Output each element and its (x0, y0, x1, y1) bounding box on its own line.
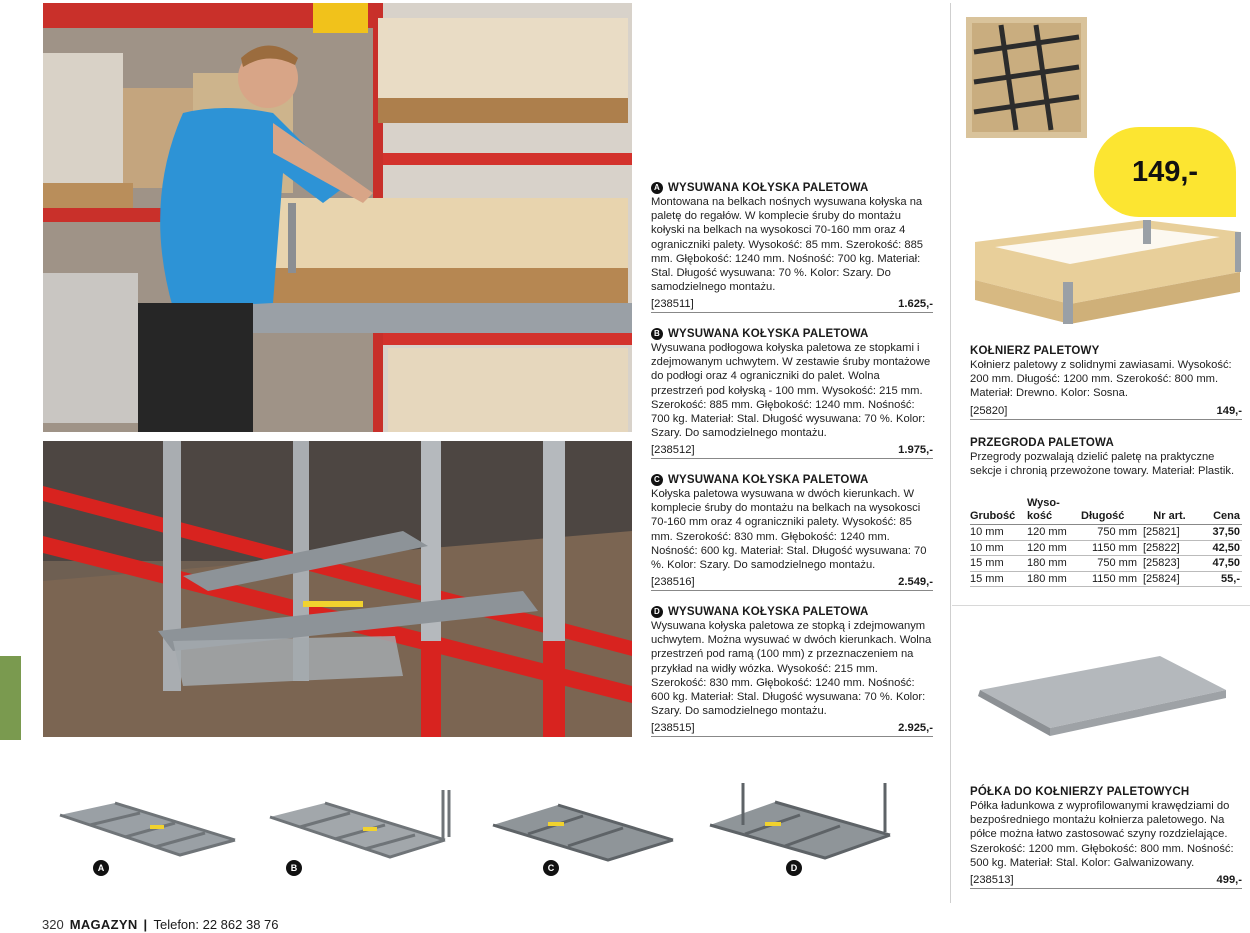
shelf-title: PÓŁKA DO KOŁNIERZY PALETOWYCH (970, 786, 1190, 798)
collar-title: KOŁNIERZ PALETOWY (970, 345, 1100, 357)
spec-header-article: Nr art. (1143, 497, 1198, 525)
product-c-description: Kołyska paletowa wysuwana w dwóch kierunkach. W komplecie śruby do montażu na belkach na wysokosci 70-160 mm oraz 4 ograniczniki palety. Wysokość: 85 mm. Szerokość: 830 mm. Głębokość: 1240 mm. Nośność: 600 kg. Materiał: Stal. Długość wysuwana: 70 %. Kolor: Szary. Do samodzielnego montażu. (651, 488, 927, 572)
variant-a-illustration (55, 795, 240, 885)
product-c-letter-badge: C (651, 474, 663, 486)
footer-separator: | (143, 917, 148, 932)
page-footer (42, 917, 279, 932)
cell-height: 120 mm (1027, 540, 1081, 556)
section-color-tab (0, 656, 21, 740)
cell-article: [25824] (1143, 571, 1198, 587)
collar-price-row (970, 404, 1242, 420)
shelf-description: Półka ładunkowa z wyprofilowanymi krawędziami do bezpośredniego montażu kołnierza paletowego. Na półce można łatwo zastosować szyny rozdzielające. Szerokość: 1200 mm. Głębokość: 800 mm. Nośność: 500 kg. Materiał: Stal. Kolor: Galwanizowany. (970, 800, 1234, 869)
shelf-photo (970, 650, 1232, 740)
variant-b-badge: B (286, 860, 302, 876)
cell-length: 750 mm (1081, 556, 1143, 572)
cell-length: 1150 mm (1081, 571, 1143, 587)
pallet-divider-photo (966, 17, 1087, 138)
product-d-price: 2.925,- (898, 722, 933, 735)
spec-table-header-row (970, 497, 1242, 525)
column-divider (950, 3, 951, 903)
cell-thickness: 10 mm (970, 525, 1027, 541)
variant-c-illustration (488, 800, 678, 870)
collar-price: 149,- (1216, 404, 1242, 417)
product-b-title-row (651, 327, 933, 341)
product-a-title-row (651, 181, 933, 195)
cell-article: [25821] (1143, 525, 1198, 541)
cell-thickness: 15 mm (970, 571, 1027, 587)
table-row (970, 571, 1242, 587)
product-b-price-row (651, 443, 933, 459)
divider-description: Przegrody pozwalają dzielić paletę na praktyczne sekcje i chronią przewożone towary. Materiał: Plastik. (970, 451, 1235, 478)
variant-d-illustration (705, 780, 895, 865)
pallet-collar-photo (955, 212, 1247, 332)
table-row (970, 525, 1242, 541)
product-c-price-row (651, 575, 933, 591)
spec-header-length: Długość (1081, 497, 1143, 525)
cell-length: 750 mm (1081, 525, 1143, 541)
collar-sku: [25820] (970, 404, 1008, 417)
cell-height: 180 mm (1027, 571, 1081, 587)
cell-price: 55,- (1198, 571, 1242, 587)
product-a-price-row (651, 297, 933, 313)
section-divider (952, 605, 1250, 606)
shelf-price-row (970, 873, 1242, 889)
shelf-product (970, 785, 1242, 889)
product-b-price: 1.975,- (898, 444, 933, 457)
product-d-letter-badge: D (651, 606, 663, 618)
cell-article: [25823] (1143, 556, 1198, 572)
section-name: MAGAZYN (69, 917, 138, 932)
cell-price: 47,50 (1198, 556, 1242, 572)
pallet-cradle-rack-photo (43, 441, 632, 737)
divider-title: PRZEGRODA PALETOWA (970, 437, 1114, 449)
variant-a-badge: A (93, 860, 109, 876)
spec-header-thickness: Grubość (970, 497, 1027, 525)
product-a-sku: [238511] (651, 298, 694, 311)
footer-phone: Telefon: 22 862 38 76 (153, 917, 279, 932)
cell-price: 42,50 (1198, 540, 1242, 556)
divider-spec-table (970, 497, 1242, 587)
cell-height: 180 mm (1027, 556, 1081, 572)
product-d-sku: [238515] (651, 722, 695, 735)
collar-product (970, 344, 1242, 420)
product-d-title: WYSUWANA KOŁYSKA PALETOWA (668, 606, 869, 618)
table-row (970, 540, 1242, 556)
collar-price-bubble: 149,- (1094, 127, 1236, 217)
cell-height: 120 mm (1027, 525, 1081, 541)
product-b (651, 327, 933, 459)
variant-c-badge: C (543, 860, 559, 876)
cell-article: [25822] (1143, 540, 1198, 556)
cell-thickness: 10 mm (970, 540, 1027, 556)
shelf-price: 499,- (1216, 874, 1242, 887)
product-a-description: Montowana na belkach nośnych wysuwana kołyska na paletę do regałów. W komplecie śruby do montażu kołyski na belkach na wysokosci 70-160 mm oraz 4 ograniczniki palety. Wysokość: 85 mm. Szerokość: 885 mm. Głębokość: 1240 mm. Nośność: 700 kg. Materiał: Stal. Długość wysuwana: 70 %. Kolor: Szary. Do samodzielnego montażu. (651, 196, 924, 294)
product-c (651, 473, 933, 591)
product-b-sku: [238512] (651, 444, 695, 457)
product-a-letter-badge: A (651, 182, 663, 194)
product-d-title-row (651, 605, 933, 619)
product-c-title-row (651, 473, 933, 487)
cell-length: 1150 mm (1081, 540, 1143, 556)
product-a (651, 181, 933, 313)
product-a-price: 1.625,- (898, 298, 933, 311)
product-b-letter-badge: B (651, 328, 663, 340)
product-b-title: WYSUWANA KOŁYSKA PALETOWA (668, 328, 869, 340)
spec-header-height (1027, 497, 1081, 525)
divider-product (970, 436, 1242, 478)
product-b-description: Wysuwana podłogowa kołyska paletowa ze stopkami i zdejmowanym uchwytem. W zestawie śruby montażowe do podłogi oraz 4 ograniczniki do palet. Wolna przestrzeń pod kołyską - 100 mm. Wysokość: 215 mm. Szerokość: 885 mm. Głębokość: 1240 mm. Nośność: 700 kg. Materiał: Stal. Długość wysuwana: 70 %. Kolor: Szary. Do samodzielnego montażu. (651, 342, 931, 440)
spec-header-height-label: Wyso- kość (1027, 497, 1060, 522)
table-row (970, 556, 1242, 572)
product-c-sku: [238516] (651, 576, 695, 589)
product-c-price: 2.549,- (898, 576, 933, 589)
variant-d-badge: D (786, 860, 802, 876)
warehouse-photo-worker (43, 3, 632, 432)
cell-thickness: 15 mm (970, 556, 1027, 572)
product-c-title: WYSUWANA KOŁYSKA PALETOWA (668, 474, 869, 486)
cell-price: 37,50 (1198, 525, 1242, 541)
shelf-sku: [238513] (970, 874, 1014, 887)
product-d-description: Wysuwana kołyska paletowa ze stopką i zdejmowanym uchwytem. Można wysuwać w dwóch kierunkach. Wolna przestrzeń pod ramą (100 mm) z przeznaczeniem na przykład na widły wózka. Wysokość: 215 mm. Szerokość: 830 mm. Głębokość: 1240 mm. Nośność: 600 kg. Materiał: Stal. Długość wysuwana: 70 %. Kolor: Szary. Do samodzielnego montażu. (651, 620, 932, 718)
spec-header-price: Cena (1198, 497, 1242, 525)
page-number: 320 (42, 917, 64, 932)
product-a-title: WYSUWANA KOŁYSKA PALETOWA (668, 182, 869, 194)
product-d (651, 605, 933, 737)
collar-description: Kołnierz paletowy z solidnymi zawiasami. Wysokość: 200 mm. Długość: 1200 mm. Szerokość: 800 mm. Materiał: Drewno. Kolor: Sosna. (970, 359, 1232, 400)
product-d-price-row (651, 721, 933, 737)
